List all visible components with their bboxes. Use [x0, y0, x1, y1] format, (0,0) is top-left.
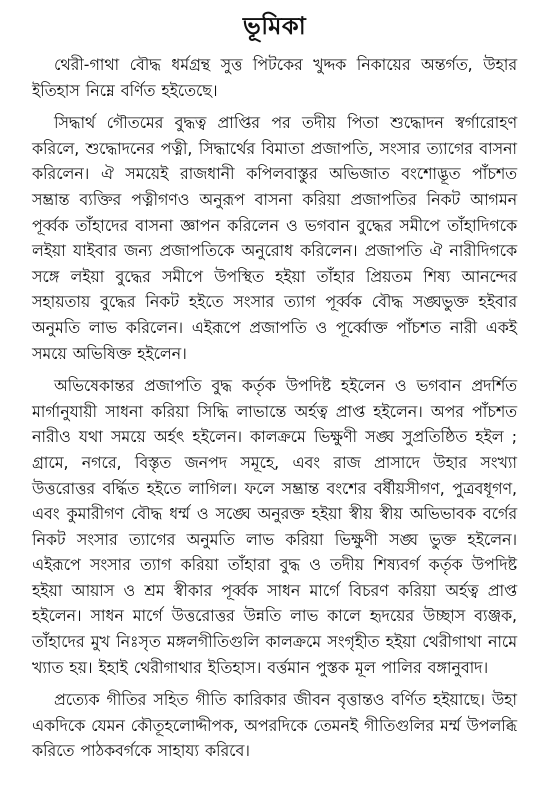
paragraph-intro: থেরী-গাথা বৌদ্ধ ধর্মগ্রন্থ সুত্ত পিটকের খুদ্দক নিকায়ের অন্তর্গত, উহার ইতিহাস নিম্নে বর্ণিত হইতেছে। [32, 55, 517, 100]
paragraph-prajapati-renunciation: সিদ্ধার্থ গৌতমের বুদ্ধত্ব প্রাপ্তির পর তদীয় পিতা শুদ্ধোদন স্বর্গারোহণ করিলে, শুদ্ধোদনের পত্নী, সিদ্ধার্থের বিমাতা প্রজাপতি, সংসার ত্যাগের বাসনা করিলেন। ঐ সময়েই রাজধানী কপিলবাস্তুর অভিজাত বংশোদ্ভূত পাঁচশত সম্ভ্রান্ত ব্যক্তির পত্নীগণও অনুরূপ বাসনা করিয়া প্রজাপতির নিকট আগমন পূর্ব্বক তাঁহাদের বাসনা জ্ঞাপন করিলেন ও ভগবান বুদ্ধের সমীপে তাঁহাদিগকে লইয়া যাইবার জন্য প্রজাপতিকে অনুরোধ করিলেন। প্রজাপতি ঐ নারীদিগকে সঙ্গে লইয়া বুদ্ধের সমীপে উপস্থিত হইয়া তাঁহার প্রিয়তম শিষ্য আনন্দের সহায়তায় বুদ্ধের নিকট হইতে সংসার ত্যাগ পূর্ব্বক বৌদ্ধ সঙ্ঘভুক্ত হইবার অনুমতি লাভ করিলেন। এইরূপে প্রজাপতি ও পূর্ব্বোক্ত পাঁচশত নারী একই সময়ে অভিষিক্ত হইলেন। [32, 113, 517, 363]
paragraph-biographies: প্রত্যেক গীতির সহিত গীতি কারিকার জীবন বৃত্তান্তও বর্ণিত হইয়াছে। উহা একদিকে যেমন কৌতূহলোদ্দীপক, অপরদিকে তেমনই গীতিগুলির মর্ম্ম উপলব্ধি করিতে পাঠকবর্গকে সাহায্য করিবে। [32, 690, 517, 761]
paragraph-nun-order-history: অভিষেকান্তর প্রজাপতি বুদ্ধ কর্তৃক উপদিষ্ট হইলেন ও ভগবান প্রদর্শিত মার্গানুযায়ী সাধনা করিয়া সিদ্ধি লাভান্তে অর্হত্ব প্রাপ্ত হইলেন। অপর পাঁচশত নারীও যথা সময়ে অর্হৎ হইলেন। কালক্রমে ভিক্ষুণী সঙ্ঘ সুপ্রতিষ্ঠিত হইল ; গ্রামে, নগরে, বিস্তৃত জনপদ সমূহে, এবং রাজ প্রাসাদে উহার সংখ্যা উত্তরোত্তর বর্দ্ধিত হইতে লাগিল। ফলে সম্ভ্রান্ত বংশের বর্ষীয়সীগণ, পুত্রবধূগণ, এবং কুমারীগণ বৌদ্ধ ধর্ম্ম ও সঙ্ঘে অনুরক্ত হইয়া স্বীয় স্বীয় অভিভাবক বর্গের নিকট সংসার ত্যাগের অনুমতি লাভ করিয়া ভিক্ষুণী সঙ্ঘ ভুক্ত হইলেন। এইরূপে সংসার ত্যাগ করিয়া তাঁহারা বুদ্ধ ও তদীয় শিষ্যবর্গ কর্তৃক উপদিষ্ট হইয়া আয়াস ও শ্রম স্বীকার পূর্ব্বক সাধন মার্গে বিচরণ করিয়া অর্হত্ব প্রাপ্ত হইলেন। সাধন মার্গে উত্তরোত্তর উন্নতি লাভ কালে হৃদয়ের উচ্ছাস ব্যঞ্জক, তাঁহাদের মুখ নিঃসৃত মঙ্গলগীতিগুলি কালক্রমে সংগৃহীত হইয়া থেরীগাথা নামে খ্যাত হয়। ইহাই থেরীগাথার ইতিহাস। বর্ত্তমান পুস্তক মূল পালির বঙ্গানুবাদ। [32, 376, 517, 677]
page-title: ভূমিকা [242, 12, 307, 40]
